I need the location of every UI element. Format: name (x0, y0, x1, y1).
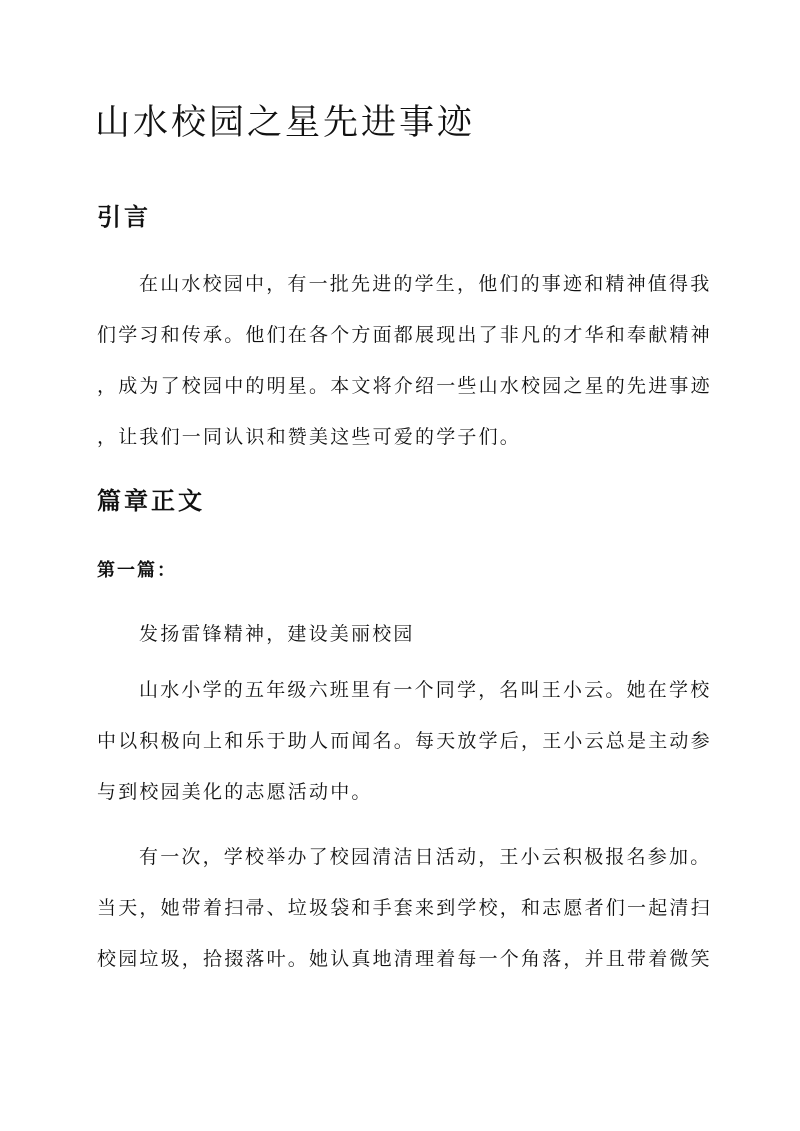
chapter-paragraph-1 (97, 665, 712, 818)
paragraph-line: 与到校园美化的志愿活动中。 (97, 781, 373, 803)
chapter-label: 第一篇： (97, 560, 177, 581)
paragraph-line: 校园垃圾，拾掇落叶。她认真地清理着每一个角落，并且带着微笑 (97, 948, 712, 970)
paragraph-line: 在山水校园中，有一批先进的学生，他们的事迹和精神值得我 (139, 273, 712, 295)
paragraph-line: 中以积极向上和乐于助人而闻名。每天放学后，王小云总是主动参 (97, 730, 712, 752)
subtitle-line: 发扬雷锋精神，建设美丽校园 (139, 623, 415, 645)
intro-heading: 引言 (97, 202, 151, 231)
document-title: 山水校园之星先进事迹 (95, 103, 476, 143)
chapter-paragraph-2 (97, 832, 712, 985)
paragraph-line: 有一次，学校举办了校园清洁日活动，王小云积极报名参加。 (139, 846, 712, 868)
paragraph-line: ，让我们一同认识和赞美这些可爱的学子们。 (97, 426, 522, 448)
paragraph-line: ，成为了校园中的明星。本文将介绍一些山水校园之星的先进事迹 (97, 375, 712, 397)
body-heading: 篇章正文 (97, 486, 205, 515)
paragraph-line: 当天，她带着扫帚、垃圾袋和手套来到学校，和志愿者们一起清扫 (97, 897, 712, 919)
chapter-subtitle (97, 609, 707, 660)
paragraph-line: 山水小学的五年级六班里有一个同学，名叫王小云。她在学校 (139, 679, 712, 701)
intro-paragraph (97, 259, 712, 463)
paragraph-line: 们学习和传承。他们在各个方面都展现出了非凡的才华和奉献精神 (97, 324, 712, 346)
